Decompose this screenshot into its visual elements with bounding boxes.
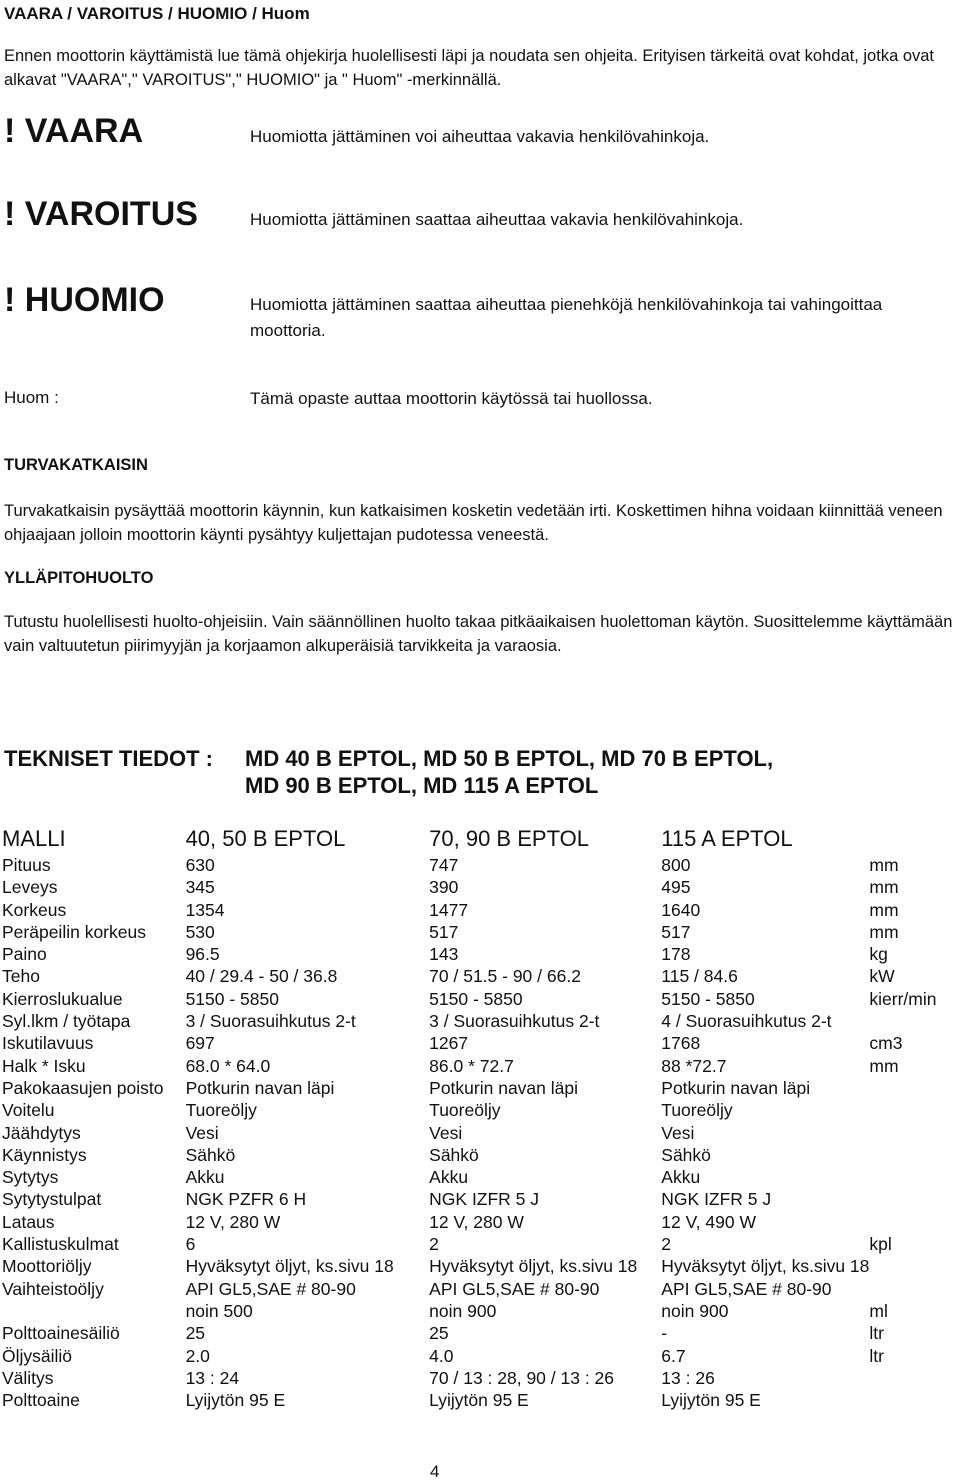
specs-header-row	[2, 824, 960, 854]
spec-unit	[869, 1389, 960, 1411]
spec-label: Syl.lkm / työtapa	[2, 1011, 131, 1032]
spec-value-115: NGK IZFR 5 J	[661, 1189, 772, 1210]
spec-value-70-90: 2	[429, 1234, 439, 1255]
spec-value-40-50: 40 / 29.4 - 50 / 36.8	[185, 966, 338, 987]
table-row	[2, 1188, 960, 1210]
spec-value-115: Potkurin navan läpi	[661, 1077, 811, 1098]
spec-value-115: 178	[661, 944, 691, 965]
table-row	[2, 1144, 960, 1166]
spec-label: Leveys	[2, 877, 58, 898]
table-row	[2, 1055, 960, 1077]
spec-value-70-90: 12 V, 280 W	[429, 1211, 524, 1232]
section-title-turvakatkaisin: TURVAKATKAISIN	[4, 456, 148, 474]
spec-value-40-50: 630	[185, 855, 215, 875]
table-row	[2, 943, 960, 965]
spec-unit: mm	[869, 1055, 899, 1076]
huom-text: Tämä opaste auttaa moottorin käytössä tai huollossa.	[250, 389, 653, 408]
table-row	[2, 1032, 960, 1054]
spec-value-115: API GL5,SAE # 80-90	[661, 1278, 832, 1299]
spec-label: Jäähdytys	[2, 1122, 81, 1143]
section-text-turvakatkaisin: Turvakatkaisin pysäyttää moottorin käynnin, kun katkaisimen kosketin vedetään irti. Koskettimen hihna voidaan kiinnittää veneen ohjaajaan jolloin moottorin käynti pysähtyy kuljettajan pudotessa veneestä.	[4, 502, 943, 544]
spec-label: Lataus	[2, 1211, 55, 1232]
spec-value-115: 115 / 84.6	[661, 966, 738, 987]
spec-value-70-90: 25	[429, 1323, 449, 1344]
spec-label: Korkeus	[2, 899, 67, 920]
spec-value-115: 495	[661, 877, 691, 898]
table-row	[2, 921, 960, 943]
spec-unit	[869, 1144, 960, 1166]
spec-value-70-90: Potkurin navan läpi	[429, 1077, 579, 1098]
table-row	[2, 1233, 960, 1255]
spec-unit	[869, 1099, 960, 1121]
spec-label: Pituus	[2, 855, 51, 875]
spec-label: Halk * Isku	[2, 1055, 86, 1076]
spec-value-40-50: Akku	[185, 1167, 225, 1188]
spec-value-115: Hyväksytyt öljyt, ks.sivu 18	[661, 1256, 870, 1277]
spec-label: Öljysäiliö	[2, 1345, 73, 1366]
spec-value-115: 13 : 26	[661, 1367, 715, 1388]
spec-unit	[869, 1188, 960, 1210]
spec-value-115: Tuoreöljy	[661, 1100, 733, 1121]
spec-value-70-90: 5150 - 5850	[429, 988, 523, 1009]
spec-unit: ltr	[869, 1323, 884, 1344]
spec-value-40-50: 13 : 24	[185, 1367, 240, 1388]
spec-unit	[869, 1278, 960, 1300]
spec-value-115: 88 *72.7	[661, 1055, 727, 1076]
spec-label: Voitelu	[2, 1100, 55, 1121]
spec-value-40-50: 6	[185, 1234, 196, 1255]
header-cell-70-90: 70, 90 B EPTOL	[429, 826, 589, 851]
spec-value-115: Lyijytön 95 E	[661, 1390, 761, 1411]
table-row	[2, 1322, 960, 1344]
spec-value-40-50: 697	[185, 1033, 215, 1054]
table-row	[2, 1300, 960, 1322]
header-cell-40-50: 40, 50 B EPTOL	[185, 826, 346, 851]
table-row	[2, 965, 960, 987]
spec-value-40-50: Tuoreöljy	[185, 1100, 257, 1121]
header-cell-model: MALLI	[2, 826, 66, 851]
spec-value-115: Sähkö	[661, 1144, 711, 1165]
spec-value-70-90: 747	[429, 855, 459, 875]
spec-unit	[869, 1367, 960, 1389]
spec-label: Vaihteistoöljy	[2, 1278, 104, 1299]
spec-value-70-90: 70 / 13 : 28, 90 / 13 : 26	[429, 1367, 615, 1388]
signal-word-vaara: ! VAARA	[4, 112, 144, 150]
intro-paragraph: Ennen moottorin käyttämistä lue tämä ohjekirja huolellisesti läpi ja noudata sen ohjeita. Erityisen tärkeitä ovat kohdat, jotka ovat alkavat "VAARA"," VAROITUS"," HUOMIO" ja " Huom" -merkinnällä.	[4, 47, 935, 89]
spec-value-40-50: 1354	[185, 899, 225, 920]
section-title-yllapitohuolto: YLLÄPITOHUOLTO	[4, 569, 154, 587]
spec-value-70-90: Lyijytön 95 E	[429, 1390, 529, 1411]
spec-label: Moottoriöljy	[2, 1256, 92, 1277]
spec-value-40-50: 3 / Suorasuihkutus 2-t	[185, 1011, 356, 1032]
table-row	[2, 899, 960, 921]
spec-value-70-90: Tuoreöljy	[429, 1100, 501, 1121]
spec-value-40-50: 345	[185, 877, 215, 898]
spec-value-70-90: 3 / Suorasuihkutus 2-t	[429, 1011, 600, 1032]
spec-label: Välitys	[2, 1367, 54, 1388]
spec-value-70-90: 517	[429, 921, 459, 942]
header-cell-unit	[869, 824, 960, 854]
table-row	[2, 1278, 960, 1300]
spec-unit	[869, 1255, 960, 1277]
spec-value-70-90: API GL5,SAE # 80-90	[429, 1278, 600, 1299]
spec-value-70-90: Vesi	[429, 1122, 463, 1143]
spec-label: Käynnistys	[2, 1144, 87, 1165]
spec-value-70-90: 70 / 51.5 - 90 / 66.2	[429, 966, 581, 987]
spec-value-115: 2	[661, 1234, 672, 1255]
spec-unit: ltr	[869, 1345, 884, 1366]
spec-unit: mm	[869, 877, 899, 898]
spec-value-70-90: Hyväksytyt öljyt, ks.sivu 18	[429, 1256, 638, 1277]
spec-value-115: noin 900	[661, 1300, 729, 1321]
spec-value-70-90: 1267	[429, 1033, 469, 1054]
table-row	[2, 1077, 960, 1099]
spec-label: Iskutilavuus	[2, 1033, 94, 1054]
spec-label	[2, 1300, 186, 1322]
table-row	[2, 1389, 960, 1411]
spec-unit: mm	[869, 899, 899, 920]
spec-value-115: 1640	[661, 899, 701, 920]
spec-label: Kierroslukualue	[2, 988, 123, 1009]
spec-value-40-50: Sähkö	[185, 1144, 236, 1165]
spec-label: Kallistuskulmat	[2, 1234, 119, 1255]
spec-unit	[869, 1010, 960, 1032]
huom-label: Huom :	[4, 388, 59, 407]
spec-value-40-50: API GL5,SAE # 80-90	[185, 1278, 356, 1299]
spec-value-40-50: Vesi	[185, 1122, 219, 1143]
tech-models-line1: MD 40 B EPTOL, MD 50 B EPTOL, MD 70 B EPTOL,	[245, 746, 774, 771]
spec-value-115: 12 V, 490 W	[661, 1211, 756, 1232]
table-row	[2, 1367, 960, 1389]
spec-value-115: 800	[661, 855, 691, 875]
spec-unit: kg	[869, 944, 888, 965]
spec-label: Polttoaine	[2, 1390, 80, 1411]
spec-unit: mm	[869, 855, 899, 875]
spec-value-40-50: 68.0 * 64.0	[185, 1055, 271, 1076]
table-row	[2, 1211, 960, 1233]
table-row	[2, 1345, 960, 1367]
spec-value-40-50: 25	[185, 1323, 206, 1344]
spec-label: Peräpeilin korkeus	[2, 921, 146, 942]
spec-value-70-90: 390	[429, 877, 459, 898]
page-number: 4	[430, 1462, 440, 1481]
spec-unit	[869, 1122, 960, 1144]
tech-label: TEKNISET TIEDOT :	[4, 746, 213, 771]
spec-value-40-50: 96.5	[185, 944, 220, 965]
spec-value-115: Akku	[661, 1167, 701, 1188]
signal-word-varoitus: ! VAROITUS	[4, 195, 198, 233]
spec-value-70-90: Sähkö	[429, 1144, 479, 1165]
spec-value-40-50: Potkurin navan läpi	[185, 1077, 335, 1098]
spec-value-115: 1768	[661, 1033, 701, 1054]
table-row	[2, 988, 960, 1010]
spec-label: Paino	[2, 944, 47, 965]
spec-unit: kpl	[869, 1234, 892, 1255]
spec-value-40-50: NGK PZFR 6 H	[185, 1189, 307, 1210]
spec-label: Sytytys	[2, 1167, 59, 1188]
spec-unit	[869, 1077, 960, 1099]
spec-label: Sytytystulpat	[2, 1189, 102, 1210]
spec-unit: mm	[869, 921, 899, 942]
header-cell-115: 115 A EPTOL	[661, 826, 793, 851]
spec-label: Polttoainesäiliö	[2, 1323, 120, 1344]
signal-text-varoitus: Huomiotta jättäminen saattaa aiheuttaa vakavia henkilövahinkoja.	[250, 210, 744, 229]
table-row	[2, 1122, 960, 1144]
spec-value-70-90: 86.0 * 72.7	[429, 1055, 514, 1076]
spec-unit: kierr/min	[869, 988, 937, 1009]
spec-value-115: -	[661, 1323, 668, 1344]
spec-value-40-50: 2.0	[185, 1345, 210, 1366]
spec-value-70-90: noin 900	[429, 1300, 497, 1321]
page-title: VAARA / VAROITUS / HUOMIO / Huom	[4, 4, 310, 23]
spec-value-40-50: Lyijytön 95 E	[185, 1390, 286, 1411]
spec-value-40-50: 12 V, 280 W	[185, 1211, 281, 1232]
spec-label: Teho	[2, 966, 40, 987]
table-row	[2, 854, 960, 876]
section-text-yllapitohuolto: Tutustu huolellisesti huolto-ohjeisiin. Vain säännöllinen huolto takaa pitkäaikaisen huolettoman käytön. Suosittelemme käyttämään vain valtuutetun piirimyyjän ja korjaamon alkuperäisiä tarvikkeita ja varaosia.	[4, 613, 953, 655]
spec-value-40-50: noin 500	[185, 1300, 253, 1321]
table-row	[2, 1255, 960, 1277]
table-row	[2, 1010, 960, 1032]
signal-text-vaara: Huomiotta jättäminen voi aiheuttaa vakavia henkilövahinkoja.	[250, 127, 710, 146]
spec-value-70-90: 143	[429, 944, 459, 965]
spec-value-115: 517	[661, 921, 691, 942]
spec-value-40-50: 530	[185, 921, 215, 942]
spec-value-40-50: Hyväksytyt öljyt, ks.sivu 18	[185, 1256, 394, 1277]
spec-unit	[869, 1211, 960, 1233]
spec-value-70-90: NGK IZFR 5 J	[429, 1189, 540, 1210]
table-row	[2, 1099, 960, 1121]
tech-models-line2: MD 90 B EPTOL, MD 115 A EPTOL	[245, 773, 599, 798]
spec-unit: ml	[869, 1300, 888, 1321]
specs-table	[2, 824, 960, 1411]
spec-unit	[869, 1166, 960, 1188]
spec-value-70-90: 4.0	[429, 1345, 454, 1366]
spec-unit: kW	[869, 966, 895, 987]
spec-value-70-90: Akku	[429, 1167, 469, 1188]
spec-value-70-90: 1477	[429, 899, 469, 920]
spec-value-115: 6.7	[661, 1345, 686, 1366]
table-row	[2, 876, 960, 898]
table-row	[2, 1166, 960, 1188]
spec-value-115: Vesi	[661, 1122, 695, 1143]
signal-text-huomio: Huomiotta jättäminen saattaa aiheuttaa pienehköjä henkilövahinkoja tai vahingoittaa moottoria.	[250, 295, 883, 340]
spec-unit: cm3	[869, 1033, 903, 1054]
spec-value-115: 5150 - 5850	[661, 988, 755, 1009]
spec-value-40-50: 5150 - 5850	[185, 988, 279, 1009]
spec-label: Pakokaasujen poisto	[2, 1077, 164, 1098]
signal-word-huomio: ! HUOMIO	[4, 281, 165, 319]
spec-value-115: 4 / Suorasuihkutus 2-t	[661, 1011, 832, 1032]
